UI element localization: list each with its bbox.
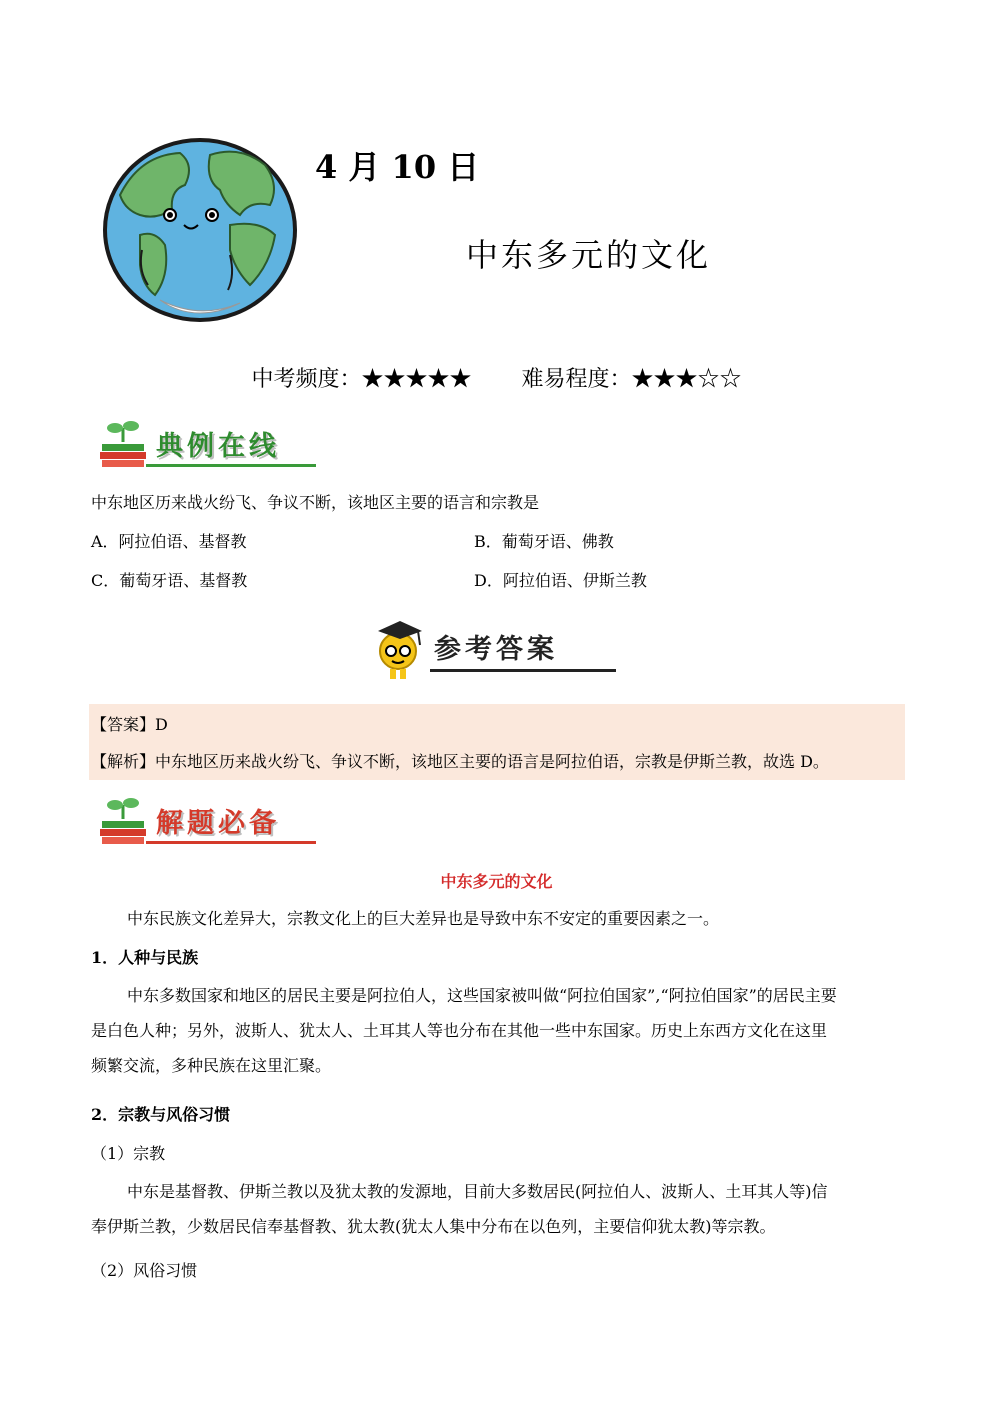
book-sprout-icon — [96, 797, 151, 847]
answer-banner-underline — [430, 669, 616, 672]
paragraph-line: 是白色人种；另外，波斯人、犹太人、土耳其人等也分布在其他一些中东国家。历史上东西方文化在这里 — [91, 1021, 828, 1040]
prep-banner-label: 解题必备 — [156, 808, 280, 839]
prep-intro: 中东民族文化差异大，宗教文化上的巨大差异也是导致中东不安定的重要因素之一。 — [127, 909, 720, 928]
section-heading-religion: 2．宗教与风俗习惯 — [91, 1105, 231, 1124]
difficulty-label: 难易程度： — [521, 367, 632, 392]
subheading-religion: （1）宗教 — [91, 1144, 166, 1163]
option-c: C．葡萄牙语、基督教 — [91, 571, 248, 590]
answer-section-banner — [370, 613, 630, 683]
answer-banner-label: 参考答案 — [434, 634, 558, 665]
option-b: B．葡萄牙语、佛教 — [474, 532, 614, 551]
prep-title: 中东多元的文化 — [440, 872, 553, 891]
paragraph-line: 频繁交流，多种民族在这里汇聚。 — [91, 1056, 332, 1075]
section-heading-race: 1．人种与民族 — [91, 948, 199, 967]
option-d: D．阿拉伯语、伊斯兰教 — [474, 571, 647, 590]
page-date: 4 月 10 日 — [315, 148, 480, 186]
subheading-customs: （2）风俗习惯 — [91, 1261, 198, 1280]
globe-illustration — [100, 135, 300, 325]
question-text: 中东地区历来战火纷飞、争议不断，该地区主要的语言和宗教是 — [91, 493, 540, 512]
prep-banner-underline — [146, 841, 316, 844]
rating-row — [0, 362, 993, 393]
answer-line: 【答案】D — [91, 715, 168, 734]
answer-box — [89, 704, 905, 780]
paragraph-race — [91, 978, 911, 1083]
scholar-mascot-icon — [370, 613, 430, 683]
analysis-line: 【解析】中东地区历来战火纷飞、争议不断，该地区主要的语言是阿拉伯语，宗教是伊斯兰教，故选 D。 — [91, 752, 829, 771]
example-banner-underline — [146, 464, 316, 467]
paragraph-line: 奉伊斯兰教，少数居民信奉基督教、犹太教(犹太人集中分布在以色列，主要信仰犹太教)等宗教。 — [91, 1217, 776, 1236]
frequency-stars: ★★★★★ — [361, 367, 472, 392]
paragraph-religion — [91, 1174, 911, 1244]
frequency-label: 中考频度： — [251, 367, 362, 392]
example-banner-label: 典例在线 — [156, 431, 280, 462]
book-sprout-icon — [96, 420, 151, 470]
paragraph-line: 中东是基督教、伊斯兰教以及犹太教的发源地，目前大多数居民(阿拉伯人、波斯人、土耳其人等)信 — [127, 1182, 828, 1201]
page-title: 中东多元的文化 — [466, 236, 712, 274]
option-a: A．阿拉伯语、基督教 — [91, 532, 247, 551]
difficulty-stars: ★★★☆☆ — [631, 367, 742, 392]
paragraph-line: 中东多数国家和地区的居民主要是阿拉伯人，这些国家被叫做“阿拉伯国家”,“阿拉伯国家”的居民主要 — [127, 986, 837, 1005]
